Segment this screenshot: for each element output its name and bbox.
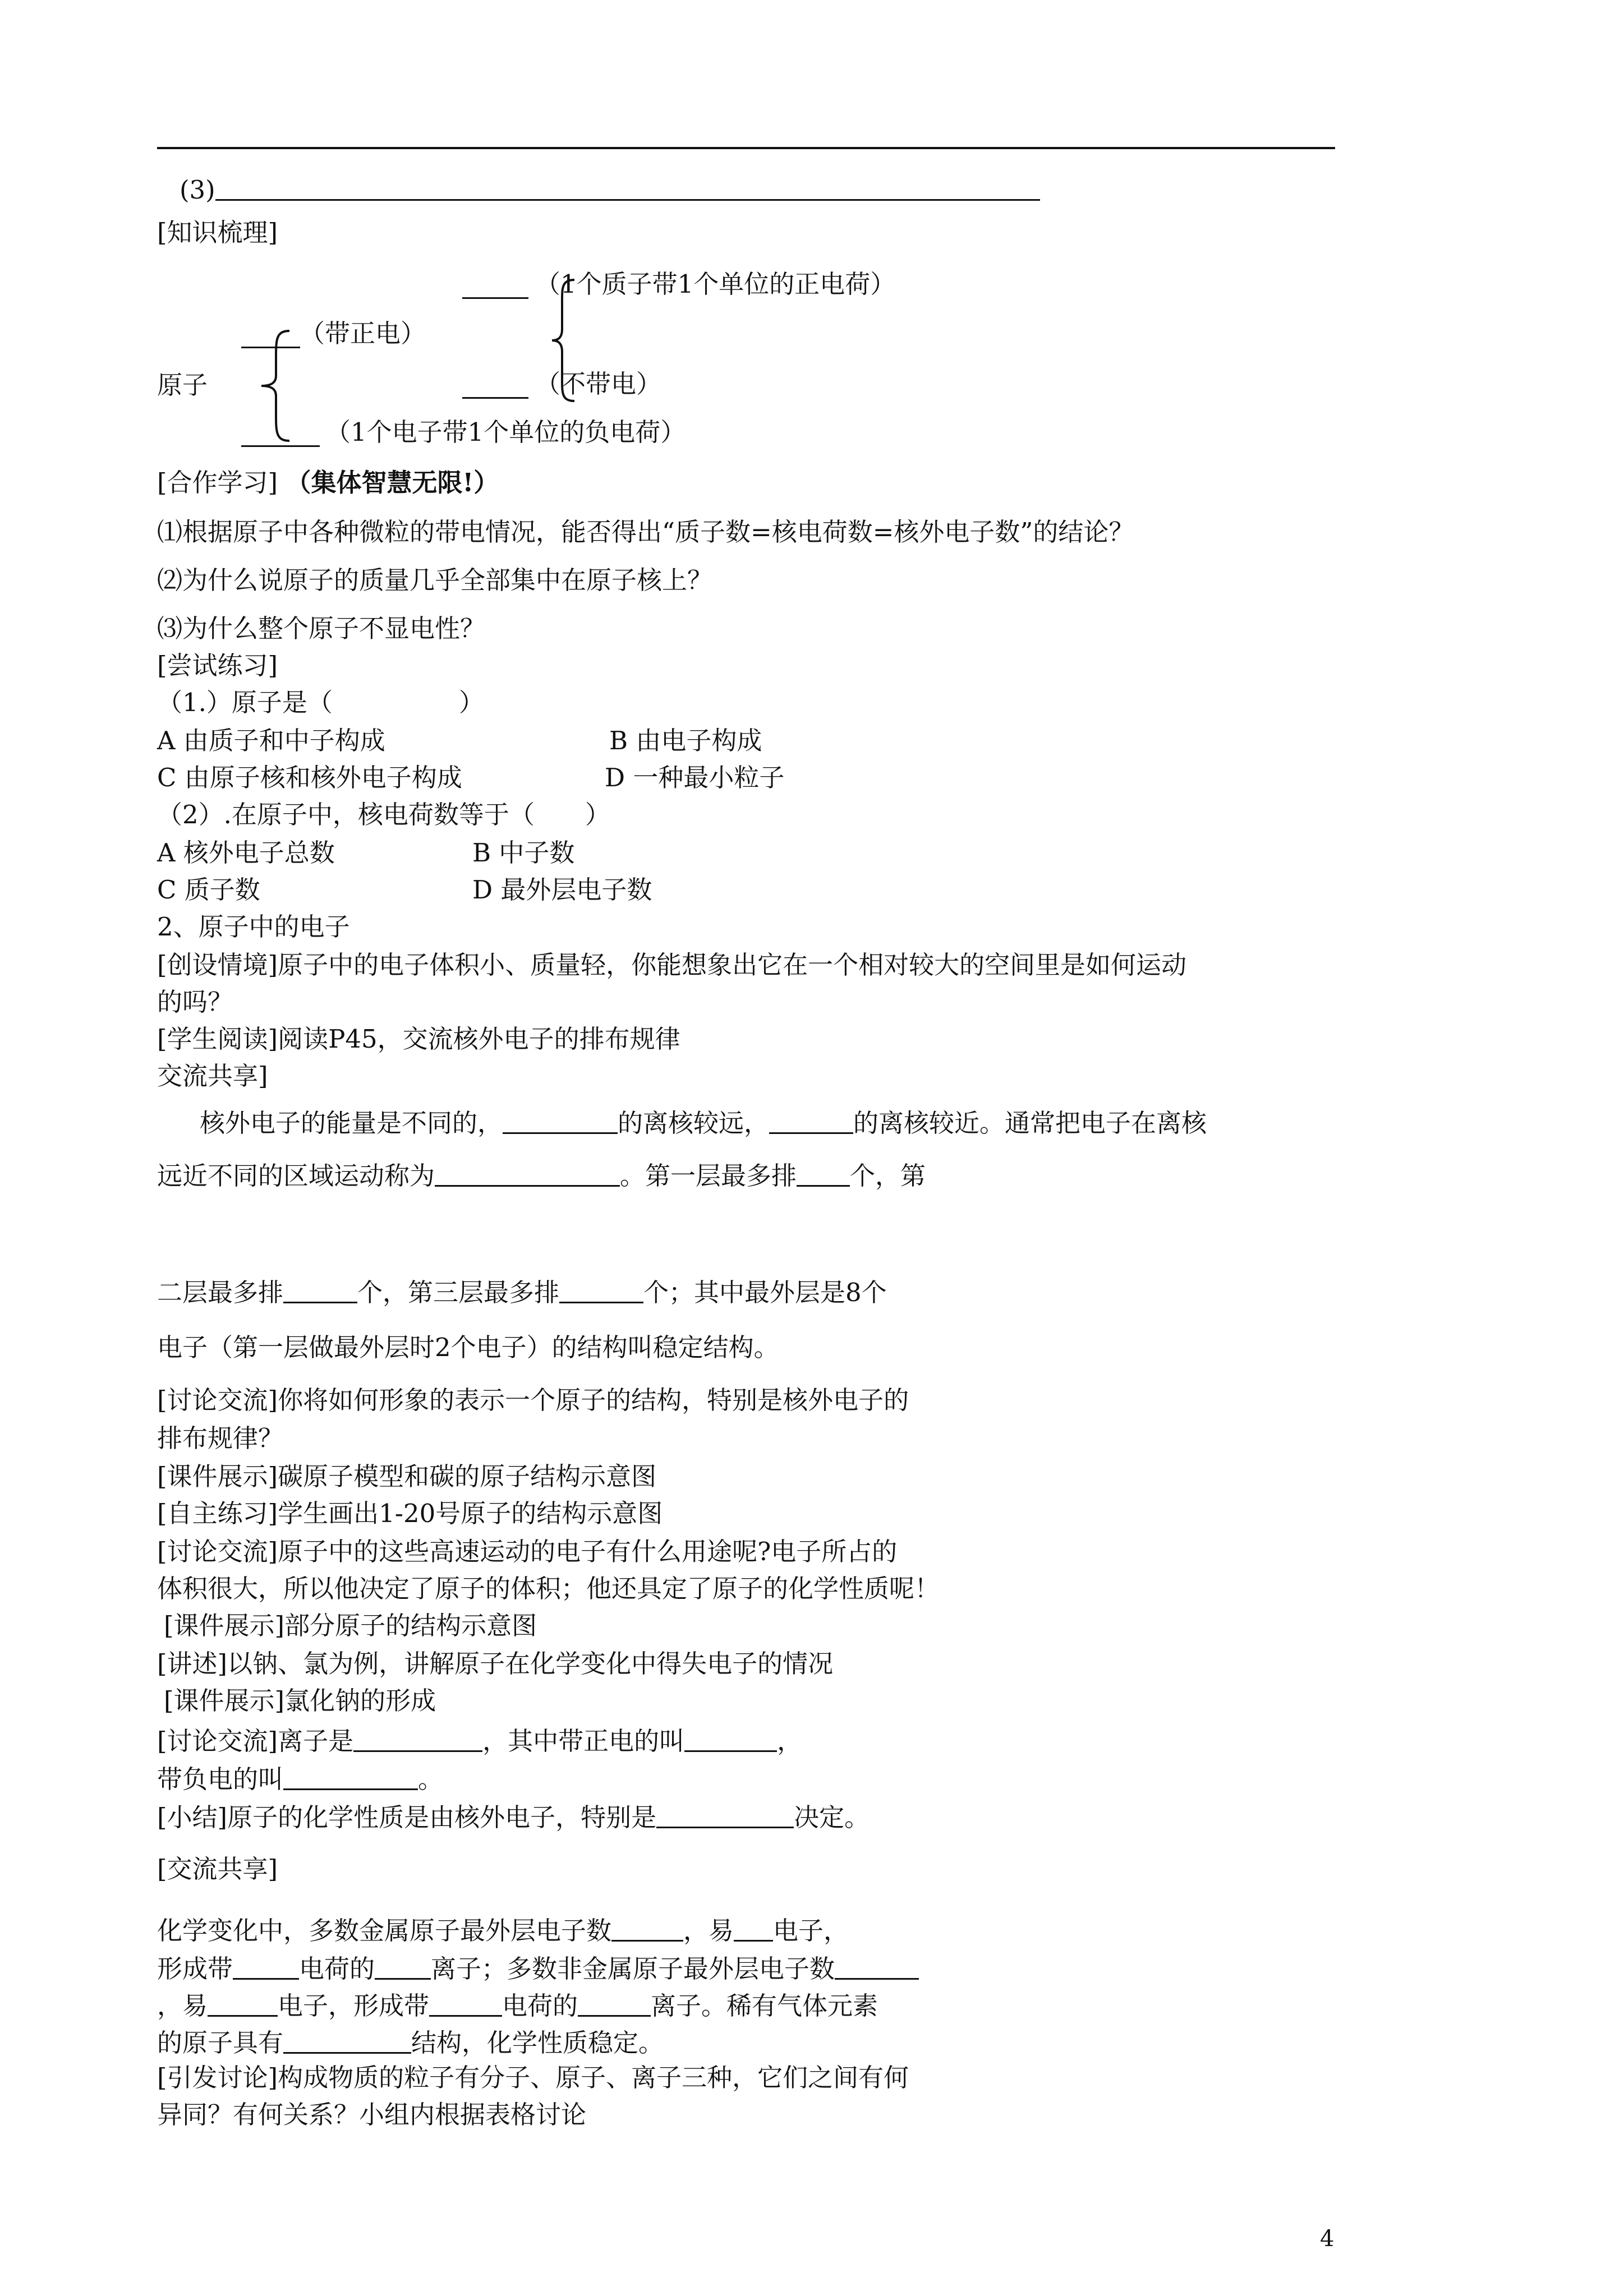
valence-1: 化学变化中，多数金属原子最外层电子数 ，易 电子， (157, 1916, 849, 1945)
answer-blank[interactable] (559, 1276, 643, 1303)
valence-2: 形成带 电荷的 离子；多数非金属原子最外层电子数 (157, 1953, 919, 1981)
answer-blank[interactable] (283, 1763, 418, 1790)
answer-blank[interactable] (233, 1953, 299, 1980)
answer-blank[interactable] (283, 2027, 411, 2054)
option-1c: C 由原子核和核外电子构成 (157, 763, 462, 792)
nucleus-desc: （带正电） (300, 319, 426, 348)
proton-blank[interactable] (462, 297, 528, 299)
share-heading: 交流共享] (157, 1061, 268, 1091)
exercise-2: （2）.在原子中，核电荷数等于（ ） (157, 800, 610, 829)
fill-paragraph-2: 远近不同的区域运动称为 。第一层最多排 个，第 (157, 1161, 926, 1191)
answer-blank[interactable] (578, 1990, 651, 2017)
fill-paragraph-3: 二层最多排 个，第三层最多排 个；其中最外层是8个 (157, 1278, 887, 1307)
answer-blank[interactable] (611, 1915, 683, 1942)
answer-blank[interactable] (215, 174, 1040, 201)
answer-blank[interactable] (734, 1915, 773, 1942)
reading-text: [学生阅读]阅读P45，交流核外电子的排布规律 (157, 1024, 680, 1054)
option-2a: A 核外电子总数 (157, 838, 335, 868)
answer-blank[interactable] (353, 1725, 482, 1752)
courseware-2: [课件展示]部分原子的结构示意图 (164, 1611, 537, 1640)
share-heading-2: [交流共享] (157, 1854, 278, 1884)
neutron-blank[interactable] (462, 397, 528, 399)
fill-paragraph-1: 核外电子的能量是不同的， 的离核较远， 的离核较近。通常把电子在离核 (200, 1108, 1207, 1138)
question-2: ⑵为什么说原子的质量几乎全部集中在原子核上？ (157, 565, 713, 595)
courseware-1: [课件展示]碳原子模型和碳的原子结构示意图 (157, 1461, 657, 1491)
discussion-2: [讨论交流]原子中的这些高速运动的电子有什么用途呢?电子所占的 (157, 1537, 898, 1566)
neutron-desc: （不带电） (535, 369, 662, 399)
option-2b: B 中子数 (472, 838, 575, 868)
answer-blank[interactable] (835, 1953, 919, 1980)
exercise-1: （1.）原子是（ ） (157, 688, 484, 717)
option-2d: D 最外层电子数 (472, 875, 652, 905)
scenario-text: [创设情境]原子中的电子体积小、质量轻，你能想象出它在一个相对较大的空间里是如何运动 (157, 950, 1187, 980)
answer-blank[interactable] (769, 1107, 853, 1134)
option-1d: D 一种最小粒子 (605, 763, 785, 792)
courseware-3: [课件展示]氯化钠的形成 (164, 1686, 436, 1716)
discussion-2-cont: 体积很大，所以他决定了原子的体积；他还具定了原子的化学性质呢！ (157, 1574, 940, 1603)
valence-3: ，易 电子，形成带 电荷的 离子。稀有气体元素 (157, 1991, 878, 2021)
answer-blank[interactable] (797, 1160, 850, 1187)
lecture: [讲述]以钠、氯为例，讲解原子在化学变化中得失电子的情况 (157, 1649, 834, 1679)
electron-blank[interactable] (241, 445, 320, 447)
section-cooperative: [合作学习] （集体智慧无限!） (157, 468, 499, 497)
proton-desc: （1个质子带1个单位的正电荷） (535, 269, 896, 299)
question-1: ⑴根据原子中各种微粒的带电情况，能否得出“质子数=核电荷数=核外电子数”的结论？ (157, 517, 1134, 547)
ion-definition: [讨论交流]离子是 ，其中带正电的叫 ， (157, 1726, 803, 1756)
answer-blank[interactable] (375, 1953, 431, 1980)
option-1b: B 由电子构成 (609, 726, 762, 755)
option-1a: A 由质子和中子构成 (157, 726, 385, 755)
valence-4: 的原子具有 结构，化学性质稳定。 (157, 2028, 664, 2058)
discussion-1: [讨论交流]你将如何形象的表示一个原子的结构，特别是核外电子的 (157, 1385, 909, 1415)
summary: [小结]原子的化学性质是由核外电子，特别是 决定。 (157, 1802, 870, 1832)
option-2c: C 质子数 (157, 875, 260, 905)
answer-blank[interactable] (684, 1725, 777, 1752)
question-3: ⑶为什么整个原子不显电性？ (157, 614, 486, 643)
fill-paragraph-4: 电子（第一层做最外层时2个电子）的结构叫稳定结构。 (157, 1333, 779, 1362)
subheading-electrons: 2、原子中的电子 (157, 912, 350, 942)
atom-label: 原子 (157, 370, 208, 400)
answer-blank[interactable] (429, 1990, 502, 2017)
answer-blank[interactable] (435, 1160, 620, 1187)
answer-blank[interactable] (656, 1801, 794, 1828)
electron-desc: （1个电子带1个单位的负电荷） (325, 417, 686, 447)
scenario-text-cont: 的吗？ (157, 987, 233, 1017)
header-rule (157, 147, 1335, 149)
discussion-3-cont: 异同？有何关系？小组内根据表格讨论 (157, 2100, 587, 2129)
line-3: (3) (180, 174, 1040, 202)
answer-blank[interactable] (503, 1107, 618, 1134)
section-knowledge: [知识梳理] (157, 218, 278, 247)
discussion-3: [引发讨论]构成物质的粒子有分子、原子、离子三种，它们之间有何 (157, 2063, 909, 2092)
discussion-1-cont: 排布规律？ (157, 1423, 284, 1453)
page-number: 4 (1320, 2226, 1335, 2252)
section-practice: [尝试练习] (157, 651, 278, 680)
ion-definition-cont: 带负电的叫 。 (157, 1764, 444, 1794)
atom-brace-icon (257, 330, 293, 442)
answer-blank[interactable] (283, 1276, 357, 1303)
self-practice: [自主练习]学生画出1-20号原子的结构示意图 (157, 1499, 663, 1528)
answer-blank[interactable] (208, 1990, 278, 2017)
